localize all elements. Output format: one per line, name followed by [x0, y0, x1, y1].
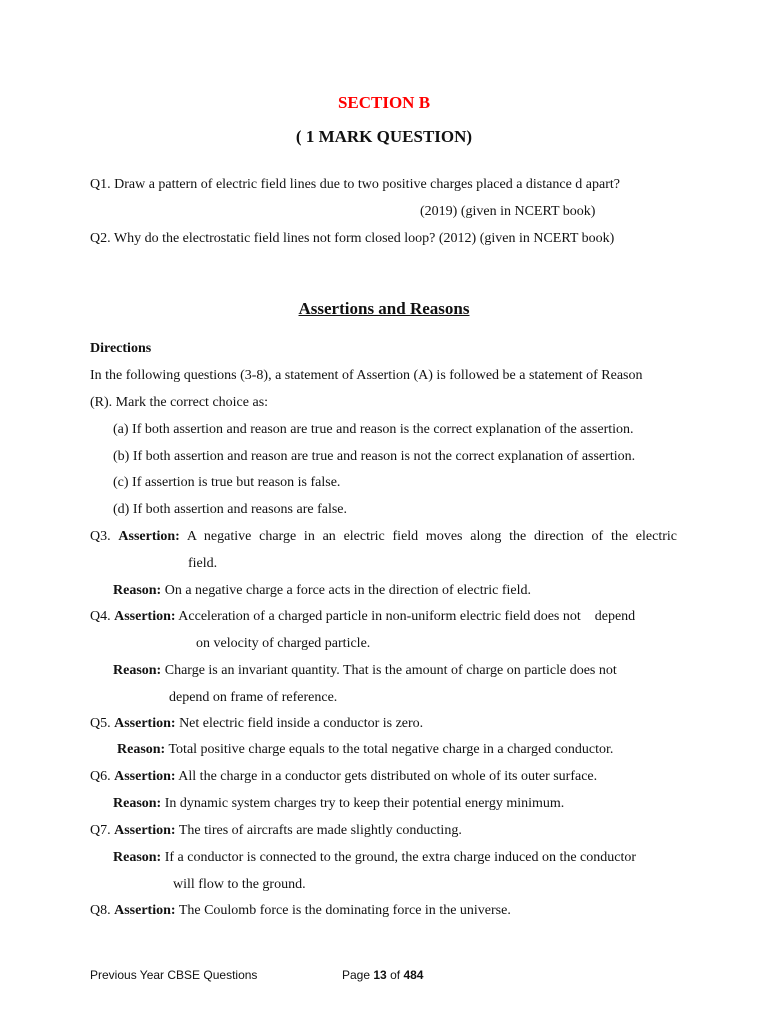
directions-title: Directions — [90, 341, 152, 356]
assertion-label: Assertion: — [114, 823, 176, 838]
assertion-text: Net electric field inside a conductor is zero. — [179, 716, 424, 731]
question-7-reason-cont: will flow to the ground. — [173, 877, 306, 892]
assertion-text: All the charge in a conductor gets distributed on whole of its outer surface. — [178, 769, 598, 784]
assertion-text: Acceleration of a charged particle in non-uniform electric field does not depend — [178, 609, 636, 624]
option-marker: (c) — [113, 475, 129, 490]
question-number: Q4. — [90, 609, 111, 624]
option-text: If both assertion and reasons are false. — [132, 502, 348, 517]
directions-text-line-1: In the following questions (3-8), a statement of Assertion (A) is followed be a statement of Reason — [90, 368, 643, 383]
assertion-text: The tires of aircrafts are made slightly conducting. — [178, 823, 462, 838]
question-number: Q3. — [90, 529, 111, 544]
question-5-reason — [117, 742, 613, 758]
page-of: of — [390, 968, 401, 982]
question-6-assertion — [90, 769, 597, 785]
option-d — [113, 502, 347, 518]
question-7-reason — [113, 850, 636, 866]
assertion-label: Assertion: — [118, 529, 180, 544]
assertion-label: Assertion: — [114, 903, 176, 918]
question-6-reason — [113, 796, 564, 812]
marks-title: ( 1 MARK QUESTION) — [295, 127, 473, 146]
page-total: 484 — [403, 968, 424, 982]
section-title: SECTION B — [337, 93, 431, 112]
option-text: If both assertion and reason are true and reason is the correct explanation of the assertion. — [132, 422, 634, 437]
question-number: Q5. — [90, 716, 111, 731]
question-2: Q2. Why do the electrostatic field lines not form closed loop? (2012) (given in NCERT book) — [90, 231, 615, 246]
option-b — [113, 449, 635, 465]
question-4-reason-cont: depend on frame of reference. — [169, 690, 338, 705]
option-marker: (d) — [113, 502, 130, 517]
option-marker: (b) — [113, 449, 130, 464]
reason-label: Reason: — [117, 742, 166, 757]
question-1: Q1. Draw a pattern of electric field lines due to two positive charges placed a distance d apart? — [90, 177, 620, 192]
reason-text: On a negative charge a force acts in the direction of electric field. — [164, 583, 532, 598]
reason-text: In dynamic system charges try to keep their potential energy minimum. — [164, 796, 565, 811]
reason-label: Reason: — [113, 663, 162, 678]
option-text: If both assertion and reason are true and reason is not the correct explanation of assertion. — [132, 449, 636, 464]
question-number: Q7. — [90, 823, 111, 838]
page-number — [342, 968, 423, 982]
page-current: 13 — [373, 968, 387, 982]
reason-label: Reason: — [113, 850, 162, 865]
reason-text: Total positive charge equals to the total negative charge in a charged conductor. — [168, 742, 614, 757]
question-3-assertion-cont: field. — [188, 556, 218, 571]
question-4-assertion-cont: on velocity of charged particle. — [196, 636, 371, 651]
reason-label: Reason: — [113, 796, 162, 811]
question-8-assertion — [90, 903, 511, 919]
option-c — [113, 475, 340, 491]
page-prefix: Page — [342, 968, 371, 982]
assertion-text: The Coulomb force is the dominating force in the universe. — [178, 903, 511, 918]
question-3-reason — [113, 583, 531, 599]
assertion-label: Assertion: — [114, 769, 176, 784]
assertion-label: Assertion: — [114, 716, 176, 731]
reason-text: Charge is an invariant quantity. That is the amount of charge on particle does not — [164, 663, 617, 678]
reason-text: If a conductor is connected to the ground, the extra charge induced on the conductor — [164, 850, 637, 865]
assertion-label: Assertion: — [114, 609, 176, 624]
footer-title: Previous Year CBSE Questions — [90, 968, 258, 982]
question-5-assertion — [90, 716, 423, 732]
option-text: If assertion is true but reason is false. — [132, 475, 341, 490]
question-7-assertion — [90, 823, 462, 839]
directions-text-line-2: (R). Mark the correct choice as: — [90, 395, 269, 410]
option-a — [113, 422, 634, 438]
question-4-assertion — [90, 609, 635, 625]
question-1-reference: (2019) (given in NCERT book) — [420, 204, 596, 219]
question-number: Q8. — [90, 903, 111, 918]
reason-label: Reason: — [113, 583, 162, 598]
question-number: Q6. — [90, 769, 111, 784]
option-marker: (a) — [113, 422, 129, 437]
assertion-text: A negative charge in an electric field moves along the direction of the electric — [186, 529, 677, 544]
assertions-heading: Assertions and Reasons — [298, 299, 470, 318]
question-4-reason — [113, 663, 617, 679]
question-3-assertion — [90, 529, 677, 545]
